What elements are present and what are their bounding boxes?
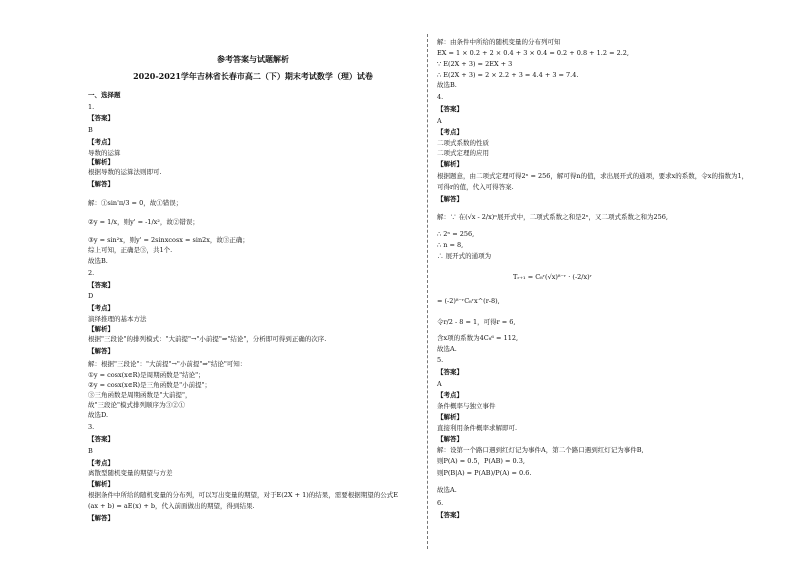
analysis-text: 可得r的值，代入可得答案. [437,183,514,191]
answer-label: 【答案】 [88,114,114,122]
answer-label: 【答案】 [437,511,463,519]
column-divider [427,34,428,549]
section-heading: 一、选择题 [88,91,121,99]
question-number: 4. [437,93,444,101]
solution-line: ∵ E(2X + 3) = 2EX + 3 [437,60,513,68]
analysis-label: 【解析】 [88,325,114,333]
topic-text: 演绎推理的基本方法 [88,315,147,323]
solution-line: ∴ 2ⁿ = 256, [437,230,475,238]
topic-text: 二项式系数的性质 [437,139,489,147]
solution-line: = (-2)⁸⁻ʳC₈ʳx^(r-8), [437,297,500,305]
solution-line: 解：∵ 在(√x - 2/x)ⁿ展开式中，二项式系数之和是2ⁿ，又二项式系数之和为256, [437,213,668,221]
solution-line: 解：根据"三段论"："大前提"→"小前提"⇒"结论"可知： [88,360,247,368]
question-number: 1. [88,103,95,111]
solution-line: ①y = cosx(x∈R)是周期函数是"结论"； [88,371,205,379]
solution-label: 【解答】 [88,347,114,355]
doc-title: 2020-2021学年吉林省长春市高二（下）期末考试数学（理）试卷 [133,71,373,81]
analysis-label: 【解析】 [88,480,114,488]
analysis-label: 【解析】 [437,160,463,168]
analysis-text: 根据条件中所给的随机变量的分布列，可以写出变量的期望，对于E(2X + 1)的结果，需要根据期望的公式E [88,491,399,499]
analysis-text: 根据题意，由二项式定理可得2ⁿ = 256，解可得n的值，求出展开式的通项，要求x的系数，令x的指数为1， [437,172,749,180]
answer-label: 【答案】 [88,435,114,443]
topic-text: 导数的运算 [88,149,121,157]
conclusion-text: 故选A. [437,486,457,494]
analysis-text: (ax + b) = aE(x) + b，代入前面做出的期望，得到结果. [88,502,255,510]
solution-line: 解：设第一个路口遇到红灯记为事件A，第二个路口遇到红灯记为事件B, [437,446,644,454]
answer-value: B [88,447,93,455]
answer-label: 【答案】 [88,281,114,289]
analysis-text: 根据"三段论"的排列模式："大前提"→"小前提"⇒"结论"，分析即可得到正确的次序. [88,335,327,343]
answer-value: D [88,292,94,300]
doc-heading: 参考答案与试题解析 [217,54,289,64]
topic-text: 二项式定理的应用 [437,149,489,157]
topic-label: 【考点】 [437,391,463,399]
answer-label: 【答案】 [437,368,463,376]
question-number: 2. [88,269,95,277]
topic-label: 【考点】 [88,459,114,467]
solution-line: ③y = sin²x，则y' = 2sinxcosx = sin2x，故③正确； [88,236,249,244]
general-term-formula: Tᵣ₊₁ = C₈ʳ(√x)⁸⁻ʳ · (-2/x)ʳ [513,273,592,281]
answer-value: A [437,380,442,388]
answer-value: A [437,117,442,125]
solution-line: ②y = cosx(x∈R)是三角函数是"小前提"； [88,381,212,389]
solution-line: ∴ E(2X + 3) = 2 × 2.2 + 3 = 4.4 + 3 = 7.4. [437,71,579,79]
solution-line: 令r/2 - 8 = 1，可得r = 6, [437,318,516,326]
conclusion-text: 故选D. [88,411,109,419]
topic-label: 【考点】 [88,138,114,146]
topic-text: 离散型随机变量的期望与方差 [88,469,173,477]
analysis-label: 【解析】 [88,158,114,166]
solution-line: EX = 1 × 0.2 + 2 × 0.4 + 3 × 0.4 = 0.2 + 0.8 + 1.2 = 2.2, [437,49,629,57]
question-number: 5. [437,356,444,364]
solution-line: ∴ 展开式的通项为 [437,252,492,260]
conclusion-text: 故选B. [437,81,457,89]
solution-line: 故"三段论"模式排列顺序为③②① [88,401,185,409]
answer-label: 【答案】 [437,105,463,113]
solution-line: 含x项的系数为4C₈⁶ = 112, [437,334,519,342]
solution-line: 解：由条件中所给的随机变量的分布列可知 [437,38,561,46]
solution-line: ③三角函数是周期函数是"大前提"， [88,391,192,399]
solution-line: ②y = 1/x，则y' = -1/x²，故②错误； [88,218,199,226]
solution-line: 综上可知，正确是③，共1个. [88,246,173,254]
solution-line: 则P(A) = 0.5，P(AB) = 0.3, [437,457,525,465]
solution-label: 【解答】 [88,180,114,188]
solution-line: 解：①sin'π/3 = 0，故①错误； [88,199,183,207]
analysis-text: 根据导数的运算法则即可. [88,168,162,176]
question-number: 3. [88,423,95,431]
solution-label: 【解答】 [437,195,463,203]
answer-value: B [88,126,93,134]
topic-label: 【考点】 [437,128,463,136]
question-number: 6. [437,499,444,507]
solution-label: 【解答】 [437,435,463,443]
topic-label: 【考点】 [88,304,114,312]
solution-line: ∴ n = 8, [437,241,464,249]
solution-line: 则P(B|A) = P(AB)/P(A) = 0.6. [437,469,532,477]
topic-text: 条件概率与独立事件 [437,402,496,410]
conclusion-text: 故选B. [88,257,108,265]
analysis-label: 【解析】 [437,413,463,421]
conclusion-text: 故选A. [437,345,457,353]
analysis-text: 直接利用条件概率求解即可. [437,424,518,432]
solution-label: 【解答】 [88,514,114,522]
